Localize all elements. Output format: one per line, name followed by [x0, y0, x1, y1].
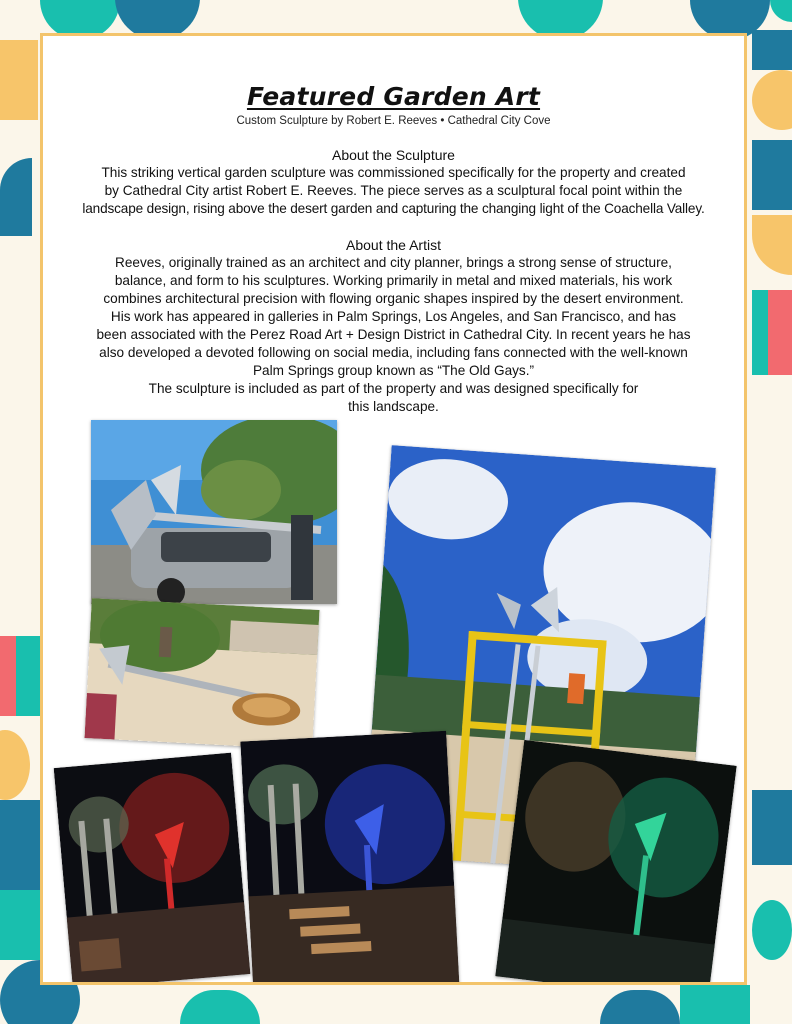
sculpture-paragraph: This striking vertical garden sculpture was commissioned specifically for the property and created by Cathedral City artist Robert E. Reeves. The piece serves as a sculptural focal point within the landscape design, rising above the desert garden and capturing the changing light of the Coachella Valley.: [82, 165, 705, 216]
artist-paragraph: Reeves, originally trained as an architect and city planner, brings a strong sense of structure, balance, and form to his sculptures. Working primarily in metal and mixed materials, his work combines architectural precision with flowing organic shapes inspired by the desert environment. His work has appeared in galleries in Palm Springs, Los Angeles, and San Francisco, and has been associated with the Perez Road Art + Design District in Cathedral City. In recent years he has also developed a devoted following on social media, including fans connected with the well-known Palm Springs group known as “The Old Gays.” The sculpture is included as part of the property and was designed specifically for this landscape.: [96, 255, 691, 414]
sculpture-on-sand-photo: [84, 598, 319, 750]
night-red-lighting-photo: [54, 753, 251, 985]
page-subtitle: Custom Sculpture by Robert E. Reeves • Cathedral City Cove: [236, 115, 551, 127]
night-blue-lighting-photo: [240, 731, 459, 985]
night-green-lighting-photo: [495, 740, 736, 985]
artist-heading: About the Artist: [346, 237, 441, 253]
flyer-card: [40, 33, 747, 985]
sculpture-on-car-roof-photo: [91, 420, 337, 604]
page-title: Featured Garden Art: [246, 82, 541, 111]
sculpture-heading: About the Sculpture: [332, 147, 455, 163]
